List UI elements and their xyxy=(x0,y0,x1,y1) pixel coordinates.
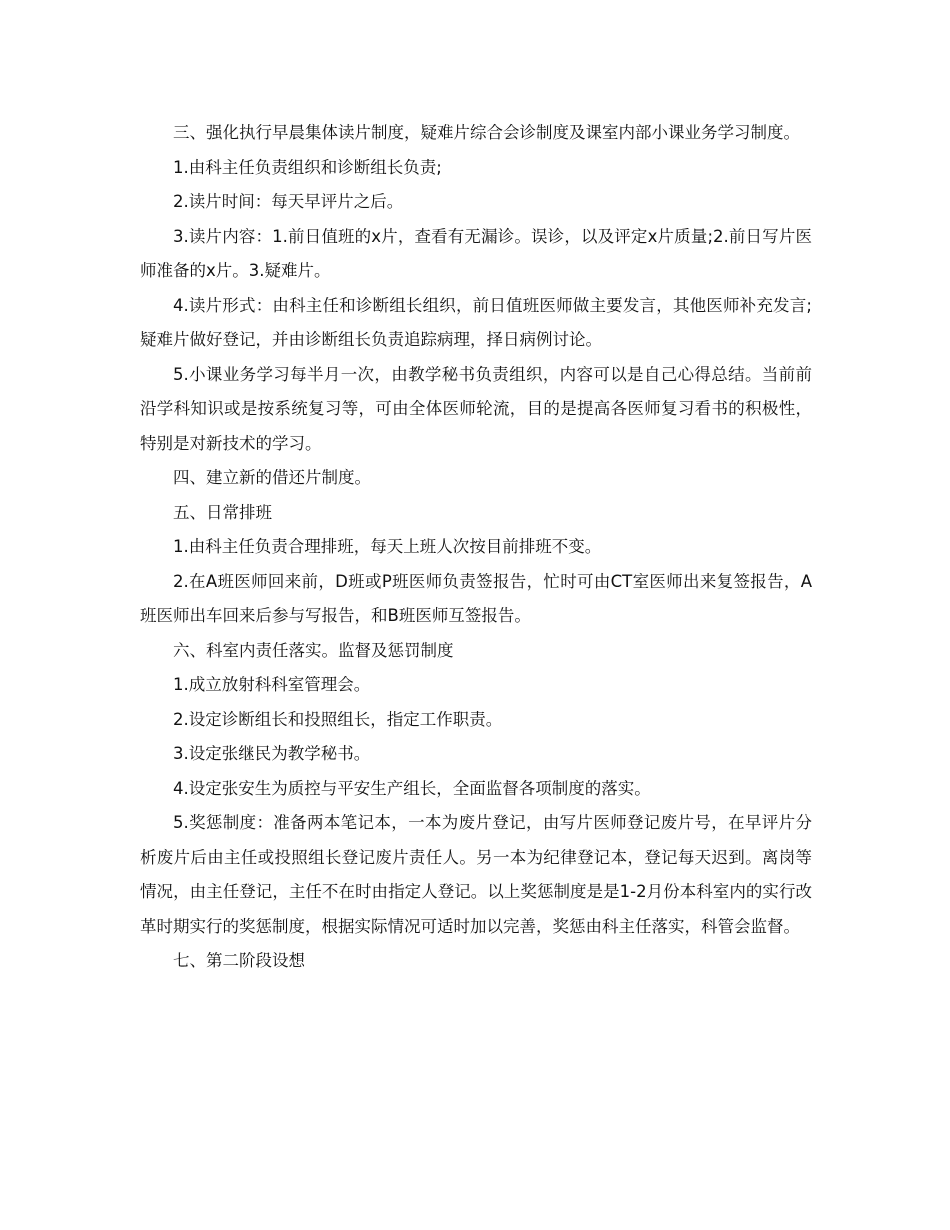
paragraph: 5.奖惩制度：准备两本笔记本，一本为废片登记，由写片医师登记废片号，在早评片分析废片后由主任或投照组长登记废片责任人。另一本为纪律登记本，登记每天迟到。离岗等情况，由主任登记，主任不在时由指定人登记。以上奖惩制度是是1-2月份本科室内的实行改革时期实行的奖惩制度，根据实际情况可适时加以完善，奖惩由科主任落实，科管会监督。 xyxy=(140,813,812,936)
paragraph: 1.由科主任负责合理排班，每天上班人次按目前排班不变。 xyxy=(173,537,602,556)
section-heading-5: 五、日常排班 xyxy=(173,502,272,522)
paragraph: 4.设定张安生为质控与平安生产组长，全面监督各项制度的落实。 xyxy=(173,778,651,798)
paragraph: 4.读片形式：由科主任和诊断组长组织，前日值班医师做主要发言，其他医师补充发言;疑难片做好登记，并由诊断组长负责追踪病理，择日病例讨论。 xyxy=(140,295,812,349)
paragraph: 2.设定诊断组长和投照组长，指定工作职责。 xyxy=(173,709,503,729)
section-heading-6: 六、科室内责任落实。监督及惩罚制度 xyxy=(173,640,454,660)
section-heading-4: 四、建立新的借还片制度。 xyxy=(173,468,371,487)
paragraph: 5.小课业务学习每半月一次，由教学秘书负责组织，内容可以是自己心得总结。当前前沿学科知识或是按系统复习等，可由全体医师轮流，目的是提高各医师复习看书的积极性，特别是对新技术的学习。 xyxy=(140,364,812,453)
paragraph: 3.读片内容：1.前日值班的x片，查看有无漏诊。误诊，以及评定x片质量;2.前日写片医师准备的x片。3.疑难片。 xyxy=(140,226,812,280)
paragraph: 2.读片时间：每天早评片之后。 xyxy=(173,192,404,211)
paragraph: 2.在A班医师回来前，D班或P班医师负责签报告，忙时可由CT室医师出来复签报告，A班医师出车回来后参与写报告，和B班医师互签报告。 xyxy=(140,571,812,625)
paragraph: 3.设定张继民为教学秘书。 xyxy=(173,744,371,763)
paragraph: 1.由科主任负责组织和诊断组长负责; xyxy=(173,157,442,177)
document-body xyxy=(140,116,812,979)
section-heading-7: 七、第二阶段设想 xyxy=(173,951,305,970)
section-heading-3: 三、强化执行早晨集体读片制度，疑难片综合会诊制度及课室内部小课业务学习制度。 xyxy=(173,123,800,142)
paragraph: 1.成立放射科科室管理会。 xyxy=(173,675,371,694)
